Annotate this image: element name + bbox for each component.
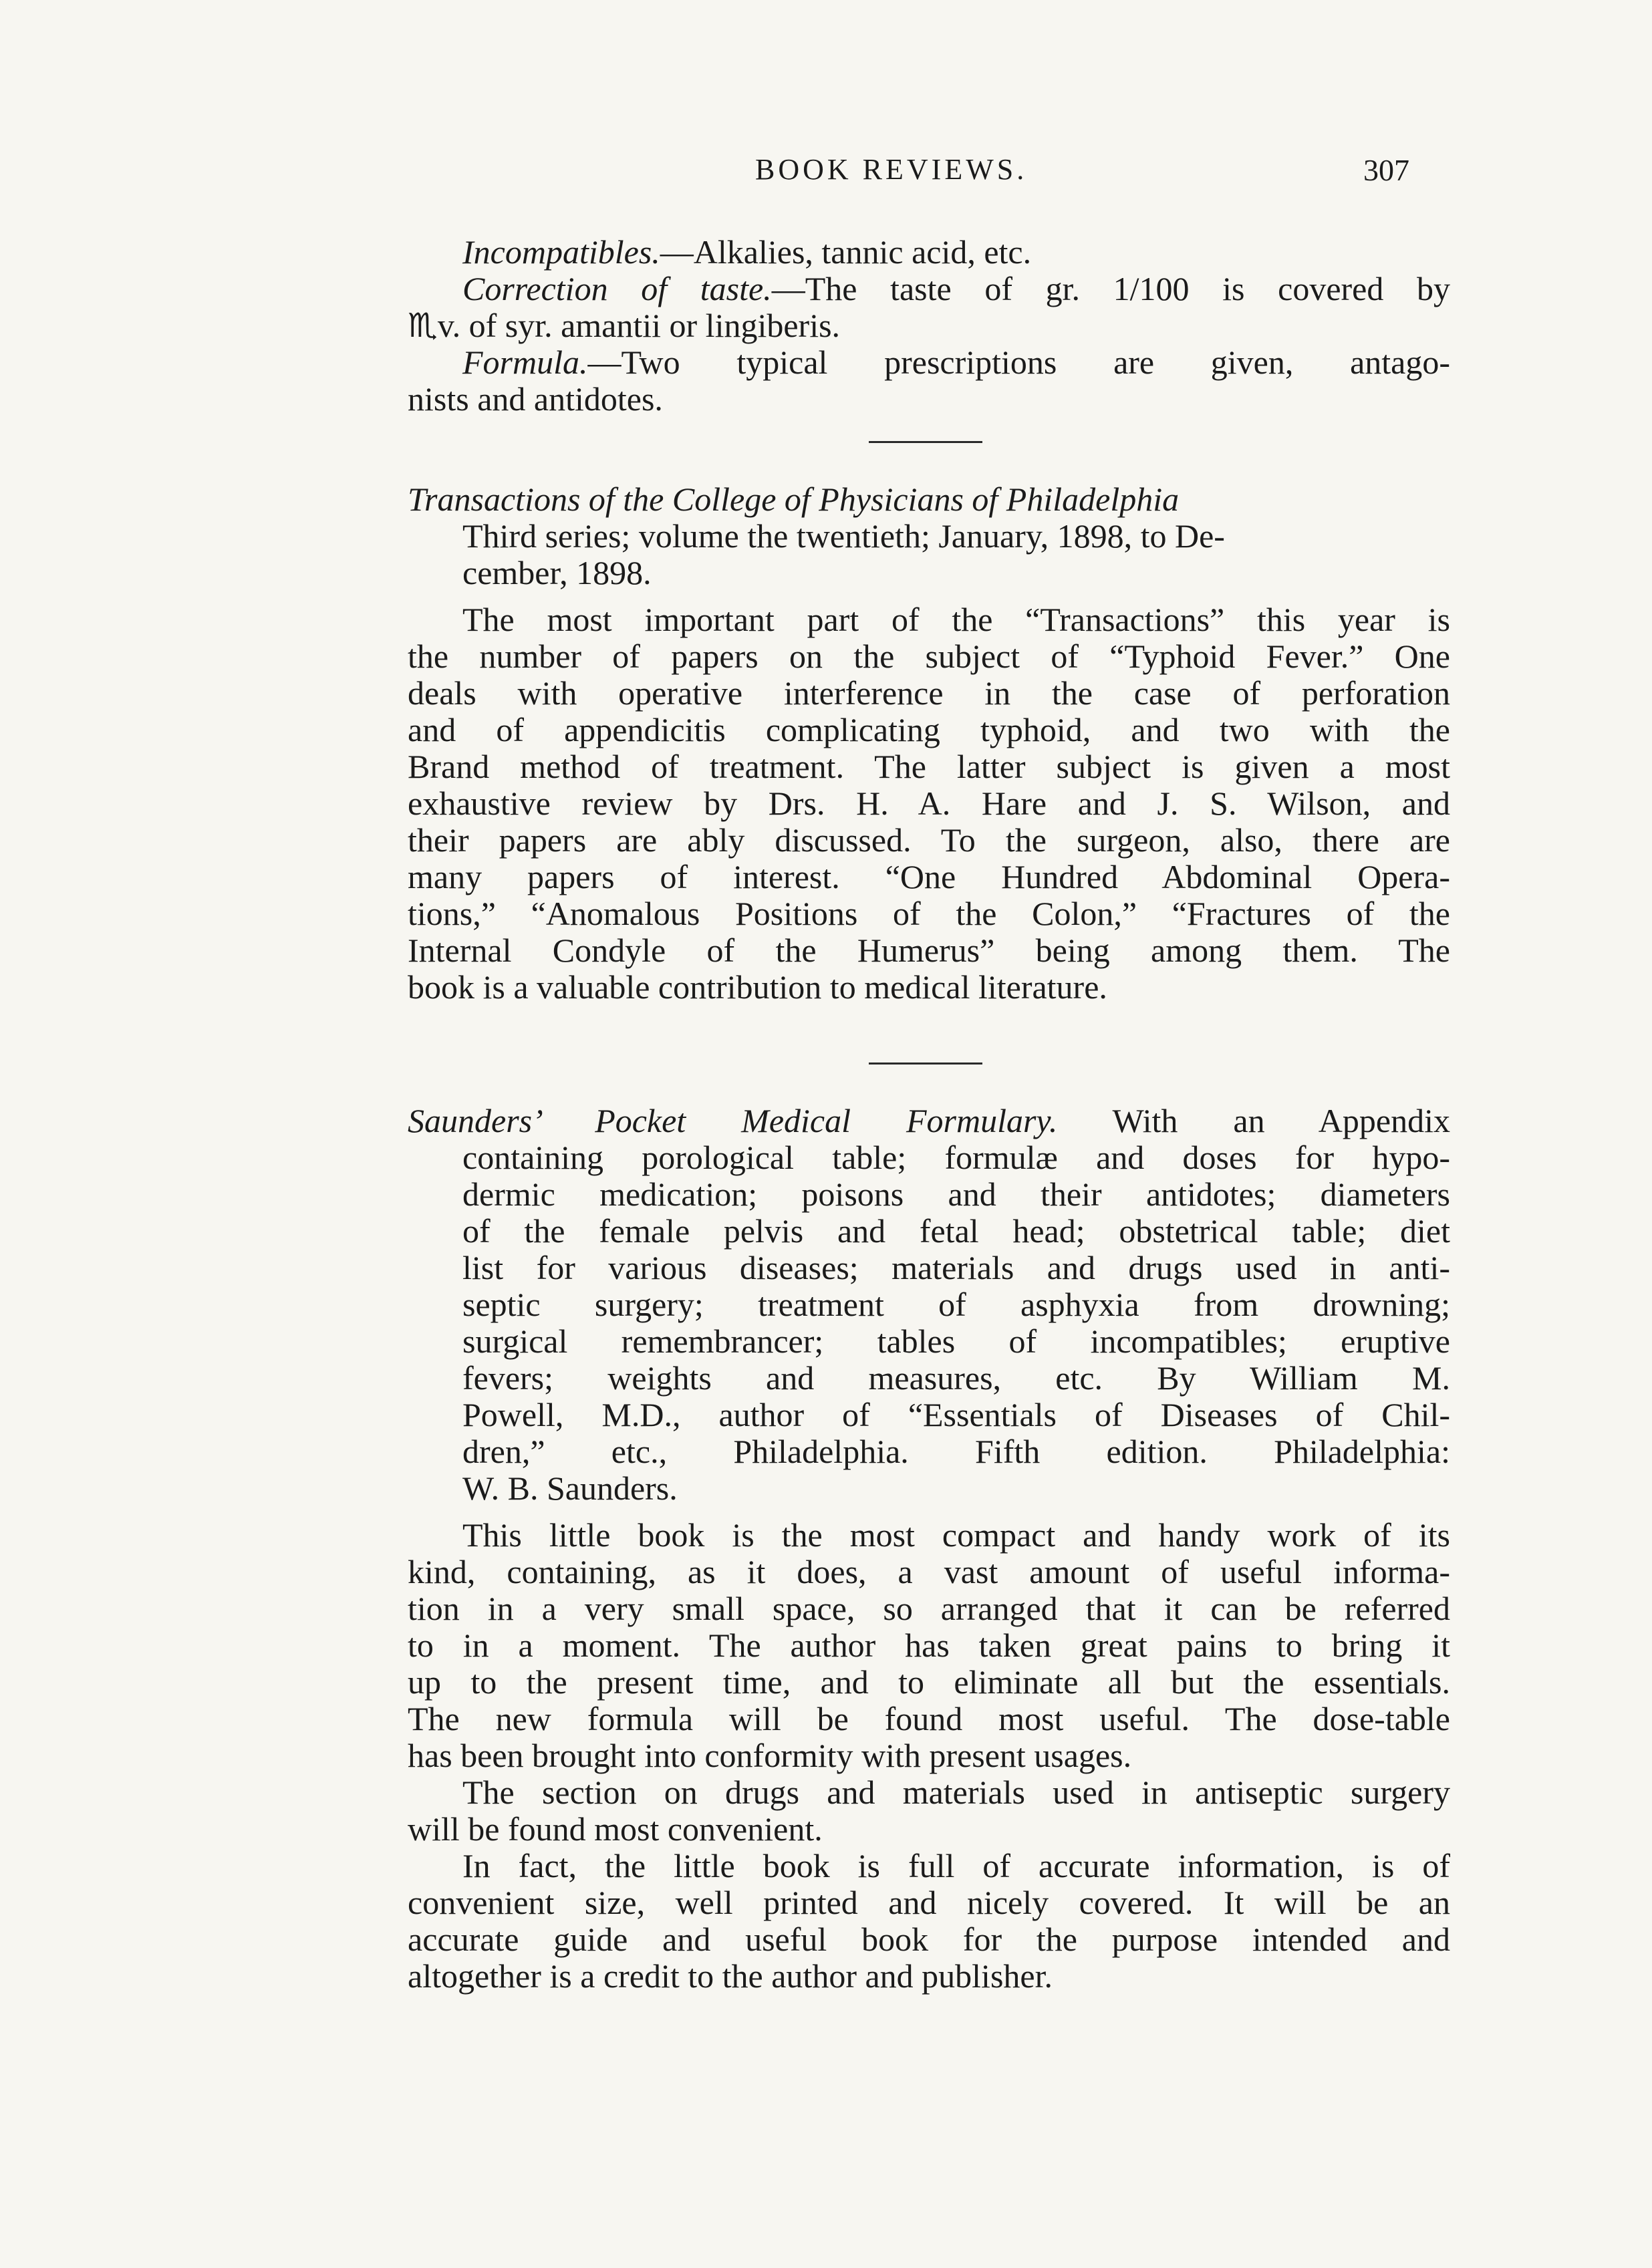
body-line: up to the present time, and to eliminate all but the essentials. <box>408 1663 1450 1701</box>
body-line: kind, containing, as it does, a vast amount of useful informa- <box>408 1553 1450 1590</box>
page-number: 307 <box>1363 153 1409 187</box>
body-line: the number of papers on the subject of “Typhoid Fever.” One <box>408 637 1450 675</box>
citation-line: surgical remembrancer; tables of incompatibles; eruptive <box>462 1322 1450 1360</box>
citation-line: W. B. Saunders. <box>462 1469 678 1507</box>
body-line: In fact, the little book is full of accurate information, is of <box>462 1847 1450 1884</box>
body-line: deals with operative interference in the case of perforation <box>408 674 1450 712</box>
body-line: to in a moment. The author has taken great pains to bring it <box>408 1626 1450 1664</box>
top-fragment <box>408 234 1450 418</box>
body-line: exhaustive review by Drs. H. A. Hare and J. S. Wilson, and <box>408 785 1450 822</box>
body-line: book is a valuable contribution to medical literature. <box>408 968 1107 1006</box>
running-header: BOOK REVIEWS. <box>755 153 1028 186</box>
body-line: and of appendicitis complicating typhoid, and two with the <box>408 711 1450 748</box>
body-line: many papers of interest. “One Hundred Abdominal Opera- <box>408 858 1450 895</box>
correction-line: Correction of taste.—The taste of gr. 1/100 is covered by <box>462 270 1451 307</box>
body-line: their papers are ably discussed. To the surgeon, also, there are <box>408 821 1450 859</box>
body-line: The most important part of the “Transactions” this year is <box>462 601 1450 638</box>
body-line: has been brought into conformity with present usages. <box>408 1737 1132 1774</box>
body-line: accurate guide and useful book for the purpose intended and <box>408 1921 1450 1958</box>
citation-line: fevers; weights and measures, etc. By William M. <box>462 1359 1450 1397</box>
formula-cont-line: nists and antidotes. <box>408 380 663 418</box>
body-line: tions,” “Anomalous Positions of the Colon,” “Fractures of the <box>408 895 1450 932</box>
review-body <box>408 1517 1450 1995</box>
review-body <box>408 601 1450 1006</box>
incompatibles-line: Incompatibles.—Alkalies, tannic acid, etc. <box>462 233 1032 271</box>
review-title: Transactions of the College of Physicians of Philadelphia <box>408 480 1180 518</box>
formula-line: Formula.—Two typical prescriptions are given, antago- <box>462 343 1450 381</box>
citation-line: cember, 1898. <box>462 554 652 591</box>
citation-line: Third series; volume the twentieth; January, 1898, to De- <box>462 517 1225 555</box>
citation-line: dermic medication; poisons and their antidotes; diameters <box>462 1175 1450 1213</box>
body-line: will be found most convenient. <box>408 1810 823 1848</box>
citation-line: Powell, M.D., author of “Essentials of Diseases of Chil- <box>462 1396 1450 1433</box>
citation-line: of the female pelvis and fetal head; obstetrical table; diet <box>462 1212 1450 1250</box>
body-line: This little book is the most compact and handy work of its <box>462 1516 1450 1554</box>
body-line: Brand method of treatment. The latter subject is given a most <box>408 748 1450 785</box>
body-line: tion in a very small space, so arranged that it can be referred <box>408 1590 1450 1627</box>
review-formulary <box>408 1103 1450 1507</box>
body-line: convenient size, well printed and nicely covered. It will be an <box>408 1884 1450 1921</box>
citation-line: septic surgery; treatment of asphyxia from drowning; <box>462 1286 1450 1323</box>
body-line: The section on drugs and materials used in antiseptic surgery <box>462 1774 1450 1811</box>
review-transactions <box>408 481 1450 591</box>
section-divider <box>869 441 982 443</box>
citation-line: list for various diseases; materials and drugs used in anti- <box>462 1249 1450 1286</box>
review-title: Saunders’ Pocket Medical Formulary. With an Appendix <box>408 1102 1450 1139</box>
body-line: altogether is a credit to the author and publisher. <box>408 1957 1053 1995</box>
body-line: Internal Condyle of the Humerus” being among them. The <box>408 932 1450 969</box>
citation-line: containing porological table; formulæ and doses for hypo- <box>462 1139 1450 1176</box>
body-line: The new formula will be found most useful. The dose-table <box>408 1700 1450 1737</box>
citation-line: dren,” etc., Philadelphia. Fifth edition. Philadelphia: <box>462 1433 1450 1470</box>
section-divider <box>869 1062 982 1065</box>
correction-cont-line: ♏︎v. of syr. amantii or lingiberis. <box>408 307 841 344</box>
